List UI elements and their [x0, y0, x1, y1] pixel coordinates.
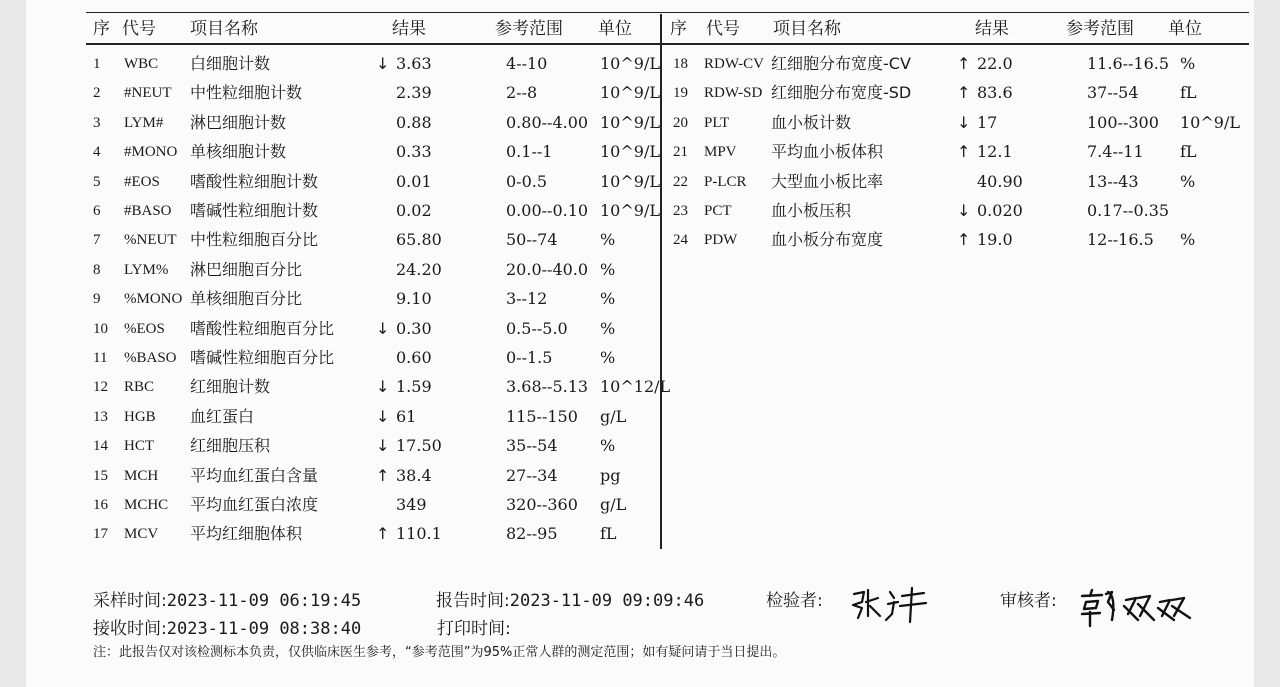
row-name: 嗜碱性粒细胞计数	[190, 201, 319, 220]
row-name: 大型血小板比率	[771, 171, 884, 191]
row-unit: 10^9/L	[600, 83, 660, 103]
row-code: HCT	[124, 438, 154, 455]
row-name: 红细胞计数	[190, 377, 271, 397]
row-result: 83.6	[977, 83, 1013, 103]
row-result: 38.4	[396, 465, 432, 485]
arrow-up-icon: ↑	[376, 465, 390, 485]
row-name: 红细胞压积	[190, 436, 271, 456]
row-code: MPV	[704, 144, 737, 161]
row-unit: 10^9/L	[600, 142, 660, 162]
row-range: 0.17--0.35	[1087, 201, 1170, 220]
right-header-code: 代号	[706, 19, 740, 39]
left-header-code: 代号	[122, 19, 156, 39]
row-range: 27--34	[506, 465, 558, 485]
row-unit: %	[1180, 54, 1196, 73]
row-unit: %	[600, 348, 616, 367]
row-result: 12.1	[977, 142, 1013, 162]
row-code: RBC	[124, 379, 155, 396]
row-result: 40.90	[977, 171, 1023, 191]
row-seq: 7	[93, 232, 101, 249]
arrow-up-icon: ↑	[957, 230, 971, 250]
row-name: 中性粒细胞计数	[190, 83, 303, 103]
row-seq: 12	[93, 379, 108, 396]
row-result: 0.60	[396, 348, 432, 367]
row-seq: 21	[673, 144, 688, 161]
row-code: #NEUT	[124, 85, 172, 102]
row-result: 22.0	[977, 54, 1013, 73]
row-result: 110.1	[396, 524, 442, 544]
row-unit: 10^12/L	[600, 377, 671, 397]
inspector-signature	[848, 584, 930, 626]
row-range: 7.4--11	[1087, 142, 1144, 162]
row-range: 20.0--40.0	[506, 259, 589, 279]
arrow-up-icon: ↑	[957, 83, 971, 103]
row-seq: 23	[673, 203, 688, 219]
row-name: 血小板压积	[771, 201, 852, 220]
header-bottom-rule	[86, 43, 1249, 45]
row-result: 17	[977, 112, 998, 132]
row-unit: %	[1180, 171, 1196, 191]
row-range: 12--16.5	[1087, 230, 1154, 250]
row-seq: 8	[93, 261, 101, 278]
right-header-range: 参考范围	[1066, 19, 1134, 39]
row-code: #EOS	[124, 173, 160, 190]
row-name: 嗜酸性粒细胞百分比	[190, 318, 335, 338]
row-range: 0.1--1	[506, 142, 553, 162]
row-name: 白细胞计数	[190, 54, 271, 73]
row-range: 320--360	[506, 495, 578, 514]
row-code: LYM#	[124, 114, 164, 131]
row-result: 65.80	[396, 230, 442, 250]
row-unit: g/L	[600, 495, 627, 514]
row-name: 血红蛋白	[190, 406, 255, 426]
table-top-rule	[86, 12, 1249, 13]
row-seq: 15	[93, 467, 108, 484]
row-unit: 10^9/L	[600, 171, 660, 191]
row-name: 平均血红蛋白含量	[190, 465, 319, 485]
row-range: 2--8	[506, 83, 538, 103]
row-name: 中性粒细胞百分比	[190, 230, 319, 250]
row-result: 9.10	[396, 289, 432, 309]
row-seq: 3	[93, 114, 101, 131]
right-header-result: 结果	[975, 19, 1009, 39]
row-result: 24.20	[396, 259, 442, 279]
report-note: 注：此报告仅对该检测标本负责，仅供临床医生参考，“参考范围”为95%正常人群的测定范围；如有疑问请于当日提出。	[93, 645, 786, 660]
row-range: 0.80--4.00	[506, 112, 589, 132]
row-unit: 10^9/L	[1180, 112, 1240, 132]
row-seq: 13	[93, 408, 108, 425]
row-result: 0.33	[396, 142, 432, 162]
report-time	[436, 590, 704, 612]
right-header-name: 项目名称	[773, 19, 841, 39]
row-range: 0.00--0.10	[506, 201, 589, 220]
report-time-value: 2023-11-09 09:09:46	[509, 591, 705, 611]
print-time-label: 打印时间:	[437, 619, 511, 639]
report-time-label: 报告时间:	[436, 591, 510, 611]
right-header-unit: 单位	[1168, 19, 1202, 39]
row-code: P-LCR	[704, 173, 747, 190]
row-unit: %	[600, 289, 616, 309]
row-result: 61	[396, 406, 417, 426]
arrow-up-icon: ↑	[376, 524, 390, 544]
row-code: PDW	[704, 232, 738, 249]
row-code: WBC	[124, 56, 159, 72]
row-unit: %	[600, 318, 616, 338]
row-seq: 17	[93, 526, 108, 543]
arrow-up-icon: ↑	[957, 142, 971, 162]
inspector-label: 检验者:	[766, 591, 823, 611]
row-seq: 10	[93, 320, 108, 337]
row-code: #MONO	[124, 144, 178, 161]
arrow-down-icon: ↓	[376, 436, 390, 456]
row-range: 4--10	[506, 54, 548, 73]
row-unit: 10^9/L	[600, 201, 660, 220]
row-range: 82--95	[506, 524, 558, 544]
row-code: #BASO	[124, 203, 172, 219]
row-unit: pg	[600, 465, 621, 485]
row-name: 平均红细胞体积	[190, 524, 303, 544]
row-result: 17.50	[396, 436, 442, 456]
row-name: 嗜酸性粒细胞计数	[190, 171, 319, 191]
row-result: 0.88	[396, 112, 432, 132]
row-name: 血小板计数	[771, 112, 852, 132]
arrow-down-icon: ↓	[376, 377, 390, 397]
row-code: %BASO	[124, 350, 177, 366]
row-seq: 22	[673, 173, 688, 190]
row-range: 50--74	[506, 230, 558, 250]
row-range: 3.68--5.13	[506, 377, 589, 397]
row-seq: 11	[93, 350, 108, 366]
row-result: 0.30	[396, 318, 432, 338]
row-code: RDW-SD	[704, 85, 763, 102]
row-name: 平均血红蛋白浓度	[190, 495, 319, 514]
row-result: 0.01	[396, 171, 432, 191]
row-seq: 9	[93, 291, 101, 308]
row-result: 349	[396, 495, 427, 514]
row-code: %NEUT	[124, 232, 177, 249]
sample-time	[93, 590, 361, 612]
row-range: 3--12	[506, 289, 548, 309]
row-code: MCHC	[124, 497, 169, 513]
row-range: 0--1.5	[506, 348, 553, 367]
row-code: PCT	[704, 203, 732, 219]
row-range: 35--54	[506, 436, 558, 456]
row-unit: fL	[1180, 142, 1197, 162]
sample-time-value: 2023-11-09 06:19:45	[166, 591, 362, 611]
row-range: 0.5--5.0	[506, 318, 568, 338]
row-code: HGB	[124, 408, 156, 425]
row-range: 115--150	[506, 406, 578, 426]
row-result: 3.63	[396, 54, 432, 73]
left-header-seq: 序	[93, 19, 110, 39]
inspector	[766, 590, 823, 612]
row-unit: %	[600, 436, 616, 456]
arrow-down-icon: ↓	[957, 201, 971, 220]
row-seq: 16	[93, 497, 108, 513]
row-name: 淋巴细胞计数	[190, 112, 287, 132]
row-name: 血小板分布宽度	[771, 230, 884, 250]
receive-time-label: 接收时间:	[93, 619, 167, 639]
receive-time	[93, 618, 361, 640]
row-range: 0-0.5	[506, 171, 548, 191]
reviewer	[1000, 590, 1057, 612]
column-divider	[660, 14, 662, 549]
left-header-range: 参考范围	[495, 19, 563, 39]
row-seq: 20	[673, 114, 688, 131]
row-code: LYM%	[124, 261, 169, 278]
row-unit: fL	[600, 524, 617, 544]
row-seq: 24	[673, 232, 688, 249]
row-seq: 14	[93, 438, 108, 455]
row-unit: fL	[1180, 83, 1197, 103]
row-result: 2.39	[396, 83, 432, 103]
row-unit: %	[600, 230, 616, 250]
row-code: MCV	[124, 526, 159, 543]
reviewer-label: 审核者:	[1000, 591, 1057, 611]
row-unit: 10^9/L	[600, 54, 660, 73]
row-result: 19.0	[977, 230, 1013, 250]
left-header-unit: 单位	[598, 19, 632, 39]
row-seq: 19	[673, 85, 688, 102]
reviewer-signature	[1078, 586, 1194, 632]
row-code: %MONO	[124, 291, 183, 308]
row-seq: 18	[673, 56, 688, 72]
row-seq: 4	[93, 144, 101, 161]
row-result: 1.59	[396, 377, 432, 397]
row-name: 淋巴细胞百分比	[190, 259, 303, 279]
arrow-up-icon: ↑	[957, 54, 971, 73]
print-time	[437, 618, 511, 640]
row-code: RDW-CV	[704, 56, 764, 72]
row-result: 0.020	[977, 201, 1023, 220]
row-code: %EOS	[124, 320, 165, 337]
row-unit: g/L	[600, 406, 627, 426]
sample-time-label: 采样时间:	[93, 591, 167, 611]
arrow-down-icon: ↓	[376, 54, 390, 73]
arrow-down-icon: ↓	[376, 318, 390, 338]
right-header-seq: 序	[670, 19, 687, 39]
row-seq: 6	[93, 203, 101, 219]
row-code: MCH	[124, 467, 159, 484]
row-range: 11.6--16.5	[1087, 54, 1170, 73]
row-result: 0.02	[396, 201, 432, 220]
row-unit: %	[1180, 230, 1196, 250]
row-seq: 2	[93, 85, 101, 102]
row-name: 平均血小板体积	[771, 142, 884, 162]
row-name: 单核细胞计数	[190, 142, 287, 162]
row-name: 红细胞分布宽度-SD	[771, 83, 912, 103]
row-name: 嗜碱性粒细胞百分比	[190, 348, 335, 367]
arrow-down-icon: ↓	[376, 406, 390, 426]
row-name: 红细胞分布宽度-CV	[771, 54, 911, 73]
row-seq: 1	[93, 56, 101, 72]
row-code: PLT	[704, 114, 730, 131]
left-header-name: 项目名称	[190, 19, 258, 39]
row-range: 100--300	[1087, 112, 1159, 132]
receive-time-value: 2023-11-09 08:38:40	[166, 619, 362, 639]
row-range: 13--43	[1087, 171, 1139, 191]
row-unit: 10^9/L	[600, 112, 660, 132]
row-seq: 5	[93, 173, 101, 190]
row-unit: %	[600, 259, 616, 279]
row-name: 单核细胞百分比	[190, 289, 303, 309]
left-header-result: 结果	[392, 19, 426, 39]
arrow-down-icon: ↓	[957, 112, 971, 132]
row-range: 37--54	[1087, 83, 1139, 103]
